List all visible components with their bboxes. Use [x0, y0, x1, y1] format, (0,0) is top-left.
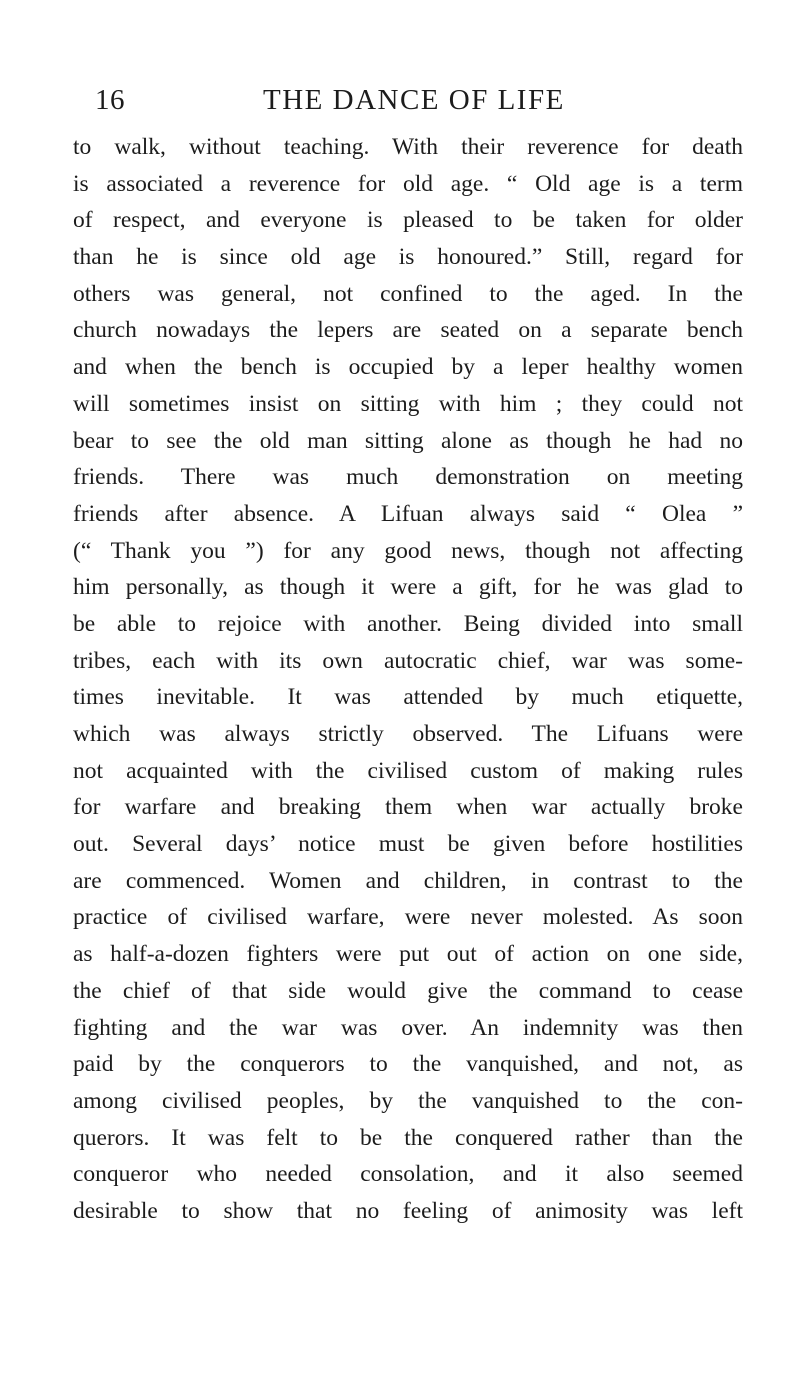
text-line: will sometimes insist on sitting with him ; they could not	[73, 390, 743, 417]
text-line: (“ Thank you ”) for any good news, though not affecting	[73, 537, 743, 564]
text-line: others was general, not confined to the aged. In the	[73, 280, 743, 307]
text-line: of respect, and everyone is pleased to be taken for older	[73, 207, 743, 234]
text-line: fighting and the war was over. An indemnity was then	[73, 1014, 743, 1041]
text-line: is associated a reverence for old age. “ Old age is a term	[73, 170, 743, 197]
text-line: church nowadays the lepers are seated on a separate bench	[73, 317, 743, 344]
text-line: conqueror who needed consolation, and it also seemed	[73, 1161, 743, 1188]
text-line: among civilised peoples, by the vanquished to the con-	[73, 1087, 743, 1114]
text-line: him personally, as though it were a gift, for he was glad to	[73, 574, 743, 601]
page-header	[95, 84, 735, 120]
text-line: out. Several days’ notice must be given before hostilities	[73, 831, 743, 858]
text-line: which was always strictly observed. The Lifuans were	[73, 721, 743, 747]
text-line: not acquainted with the civilised custom of making rules	[73, 757, 743, 784]
body-text	[73, 129, 743, 1230]
text-line: are commenced. Women and children, in contrast to the	[73, 867, 743, 894]
text-line: the chief of that side would give the command to cease	[73, 977, 743, 1004]
text-line: tribes, each with its own autocratic chief, war was some-	[73, 647, 743, 674]
text-line: desirable to show that no feeling of animosity was left	[73, 1197, 743, 1224]
text-line: for warfare and breaking them when war actually broke	[73, 794, 743, 821]
text-line: and when the bench is occupied by a leper healthy women	[73, 354, 743, 381]
text-line: friends after absence. A Lifuan always said “ Olea ”	[73, 500, 743, 527]
text-line: than he is since old age is honoured.” Still, regard for	[73, 244, 743, 271]
running-title: THE DANCE OF LIFE	[263, 84, 565, 116]
text-line: friends. There was much demonstration on meeting	[73, 464, 743, 491]
text-line: bear to see the old man sitting alone as though he had no	[73, 427, 743, 454]
text-line: be able to rejoice with another. Being divided into small	[73, 610, 743, 637]
text-line: as half-a-dozen fighters were put out of action on one side,	[73, 941, 743, 968]
text-line: to walk, without teaching. With their reverence for death	[73, 134, 743, 160]
text-line: practice of civilised warfare, were never molested. As soon	[73, 904, 743, 931]
text-line: paid by the conquerors to the vanquished, and not, as	[73, 1051, 743, 1078]
text-line: times inevitable. It was attended by much etiquette,	[73, 684, 743, 711]
text-line: querors. It was felt to be the conquered rather than the	[73, 1124, 743, 1151]
page-number: 16	[95, 84, 125, 116]
